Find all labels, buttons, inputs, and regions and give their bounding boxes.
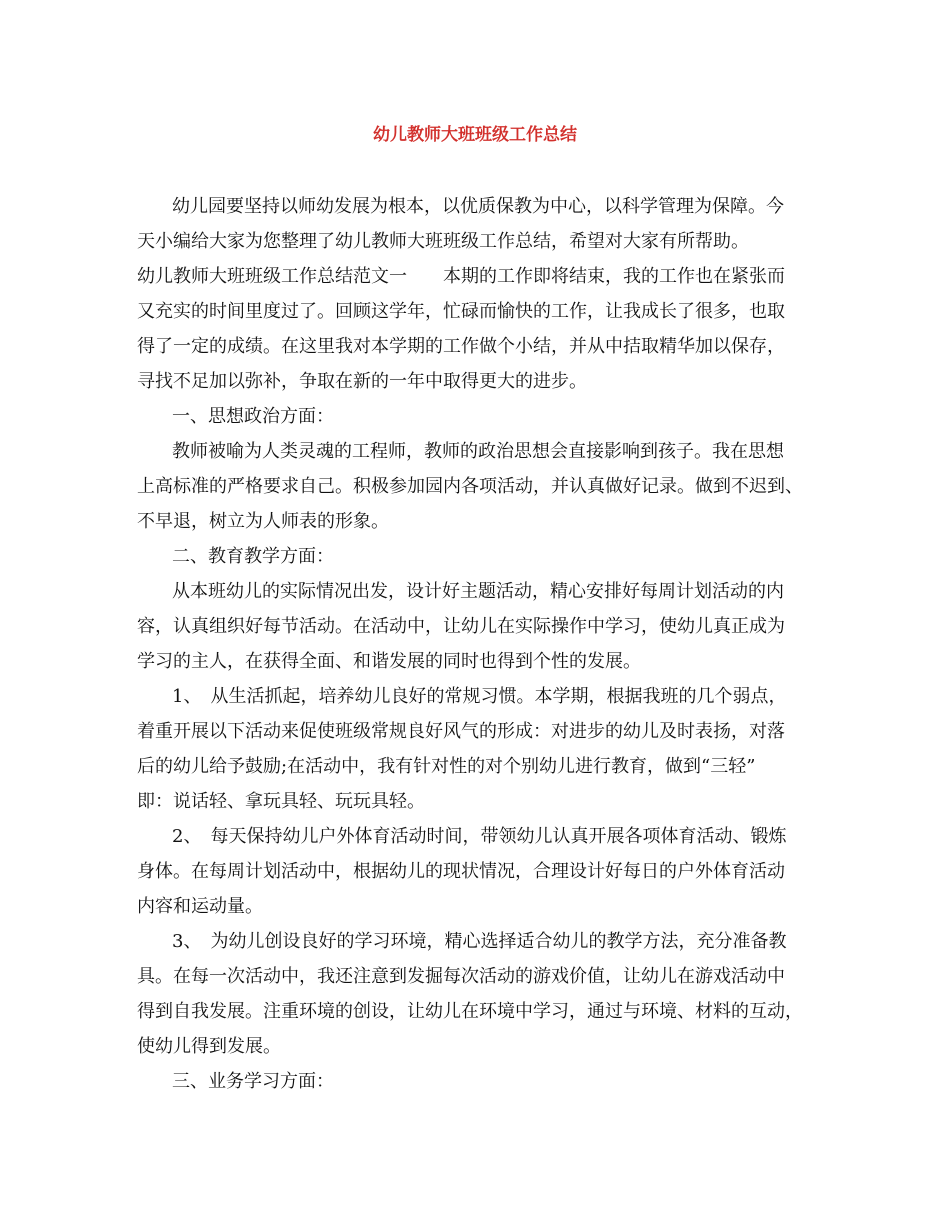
paragraph-line: 幼儿园要坚持以师幼发展为根本，以优质保教为中心，以科学管理为保障。今 <box>172 196 784 217</box>
paragraph-line <box>137 262 827 292</box>
paragraph-line: 身体。在每周计划活动中，根据幼儿的现状情况，合理设计好每日的户外体育活动 <box>137 861 785 882</box>
paragraph-line: 具。在每一次活动中，我还注意到发掘每次活动的游戏价值，让幼儿在游戏活动中 <box>137 966 785 987</box>
paragraph-line: 教师被喻为人类灵魂的工程师，教师的政治思想会直接影响到孩子。我在思想 <box>172 441 784 462</box>
paragraph-line: 得到自我发展。注重环境的创设，让幼儿在环境中学习，通过与环境、材料的互动， <box>137 1001 803 1022</box>
paragraph-line: 容，认真组织好每节活动。在活动中，让幼儿在实际操作中学习，使幼儿真正成为 <box>137 616 785 637</box>
paragraph-line: 即：说话轻、拿玩具轻、玩玩具轻。 <box>137 791 425 812</box>
paragraph-line: 不早退，树立为人师表的形象。 <box>137 511 389 532</box>
list-item-line: 3、 为幼儿创设良好的学习环境，精心选择适合幼儿的教学方法，充分准备教 <box>172 931 787 952</box>
paragraph-text: 本期的工作即将结束，我的工作也在紧张而 <box>443 266 785 287</box>
paragraph-line: 得了一定的成绩。在这里我对本学期的工作做个小结，并从中拮取精华加以保存， <box>137 336 785 357</box>
paragraph-line: 又充实的时间里度过了。回顾这学年，忙碌而愉快的工作，让我成长了很多，也取 <box>137 301 785 322</box>
document-title: 幼儿教师大班班级工作总结 <box>373 125 577 145</box>
paragraph-line: 使幼儿得到发展。 <box>137 1036 281 1057</box>
section-heading: 三、业务学习方面： <box>172 1071 334 1092</box>
paragraph-line: 后的幼儿给予鼓励;在活动中，我有针对性的对个别幼儿进行教育，做到“三轻” <box>137 756 756 777</box>
section-heading: 一、思想政治方面： <box>172 406 334 427</box>
paragraph-line: 寻找不足加以弥补，争取在新的一年中取得更大的进步。 <box>137 371 587 392</box>
paragraph-line: 天小编给大家为您整理了幼儿教师大班班级工作总结，希望对大家有所帮助。 <box>137 231 749 252</box>
paragraph-line: 着重开展以下活动来促使班级常规良好风气的形成：对进步的幼儿及时表扬，对落 <box>137 721 785 742</box>
paragraph-line: 内容和运动量。 <box>137 896 263 917</box>
paragraph-line: 从本班幼儿的实际情况出发，设计好主题活动，精心安排好每周计划活动的内 <box>172 581 784 602</box>
list-item-line: 2、 每天保持幼儿户外体育活动时间，带领幼儿认真开展各项体育活动、锻炼 <box>172 826 787 847</box>
section-heading: 二、教育教学方面： <box>172 546 334 567</box>
list-item-line: 1、 从生活抓起，培养幼儿良好的常规习惯。本学期，根据我班的几个弱点， <box>172 686 787 707</box>
paragraph-line: 上高标准的严格要求自己。积极参加园内各项活动，并认真做好记录。做到不迟到、 <box>137 476 803 497</box>
sample-heading: 幼儿教师大班班级工作总结范文一 <box>137 266 407 287</box>
paragraph-line: 学习的主人，在获得全面、和谐发展的同时也得到个性的发展。 <box>137 651 641 672</box>
